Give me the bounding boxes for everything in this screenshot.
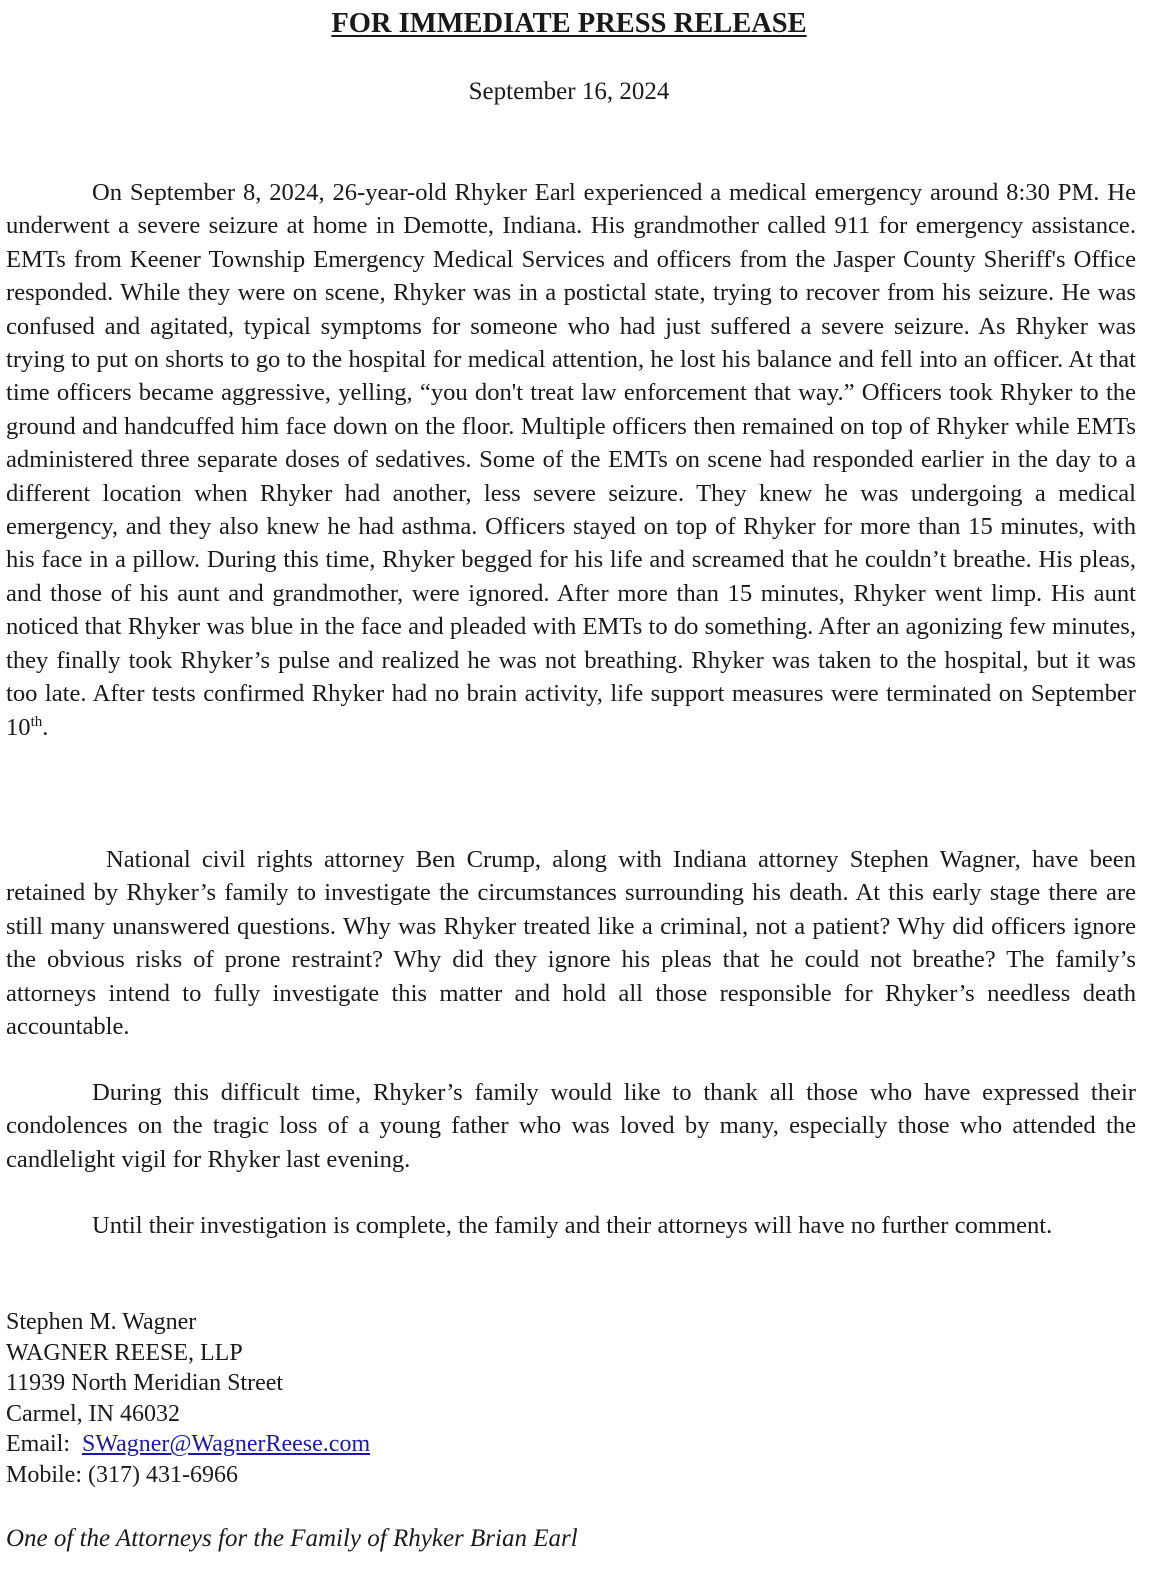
email-label: Email: bbox=[6, 1431, 82, 1458]
closing-line: One of the Attorneys for the Family of Rhyker Brian Earl bbox=[6, 1525, 578, 1552]
ordinal-suffix: th bbox=[30, 713, 43, 730]
press-release-title bbox=[0, 6, 1138, 42]
signature-block bbox=[6, 1307, 370, 1491]
firm-name: WAGNER REESE, LLP bbox=[6, 1339, 243, 1366]
street-address: 11939 North Meridian Street bbox=[6, 1370, 284, 1397]
city-state-zip: Carmel, IN 46032 bbox=[6, 1400, 180, 1427]
mobile-line: Mobile: (317) 431-6966 bbox=[6, 1461, 238, 1488]
paragraph-attorneys: National civil rights attorney Ben Crump, along with Indiana attorney Stephen Wagner, have been retained by Rhyker’s family to investigate the circumstances surrounding his death. At this early stage there are still many unanswered questions. Why was Rhyker treated like a criminal, not a patient? Why did officers ignore the obvious risks of prone restraint? Why did they ignore his pleas that he could not breathe? The family’s attorneys intend to fully investigate this matter and hold all those responsible for Rhyker’s needless death accountable. bbox=[6, 846, 1136, 1041]
paragraph-incident bbox=[6, 176, 1136, 744]
release-date: September 16, 2024 bbox=[468, 78, 670, 105]
signer-name: Stephen M. Wagner bbox=[6, 1309, 197, 1335]
email-line bbox=[6, 1429, 370, 1460]
paragraph-incident-end: . bbox=[42, 713, 49, 741]
email-link[interactable]: SWagner@WagnerReese.com bbox=[81, 1431, 371, 1458]
paragraph-no-comment: Until their investigation is complete, the family and their attorneys will have no further comment. bbox=[92, 1212, 1053, 1239]
paragraph-thanks: During this difficult time, Rhyker’s family would like to thank all those who have expressed their condolences on the tragic loss of a young father who was loved by many, especially those who attended the candlelight vigil for Rhyker last evening. bbox=[6, 1079, 1136, 1173]
paragraph-incident-text: On September 8, 2024, 26-year-old Rhyker Earl experienced a medical emergency around 8:30 PM. He underwent a severe seizure at home in Demotte, Indiana. His grandmother called 911 for emergency assistance. EMTs from Keener Township Emergency Medical Services and officers from the Jasper County Sheriff's Office responded. While they were on scene, Rhyker was in a postictal state, trying to recover from his seizure. He was confused and agitated, typical symptoms for someone who had just suffered a severe seizure. As Rhyker was trying to put on shorts to go to the hospital for medical attention, he lost his balance and fell into an officer. At that time officers became aggressive, yelling, “you don't treat law enforcement that way.” Officers took Rhyker to the ground and handcuffed him face down on the floor. Multiple officers then remained on top of Rhyker while EMTs administered three separate doses of sedatives. Some of the EMTs on scene had responded earlier in the day to a different location when Rhyker had another, less severe seizure. They knew he was undergoing a medical emergency, and they also knew he had asthma. Officers stayed on top of Rhyker for more than 15 minutes, with his face in a pillow. During this time, Rhyker begged for his life and screamed that he couldn’t breathe. His pleas, and those of his aunt and grandmother, were ignored. After more than 15 minutes, Rhyker went limp. His aunt noticed that Rhyker was blue in the face and pleaded with EMTs to do something. After an agonizing few minutes, they finally took Rhyker’s pulse and realized he was not breathing. Rhyker was taken to the hospital, but it was too late. After tests confirmed Rhyker had no brain activity, life support measures were terminated on September 10 bbox=[6, 179, 1136, 741]
title-text: FOR IMMEDIATE PRESS RELEASE bbox=[331, 8, 807, 39]
